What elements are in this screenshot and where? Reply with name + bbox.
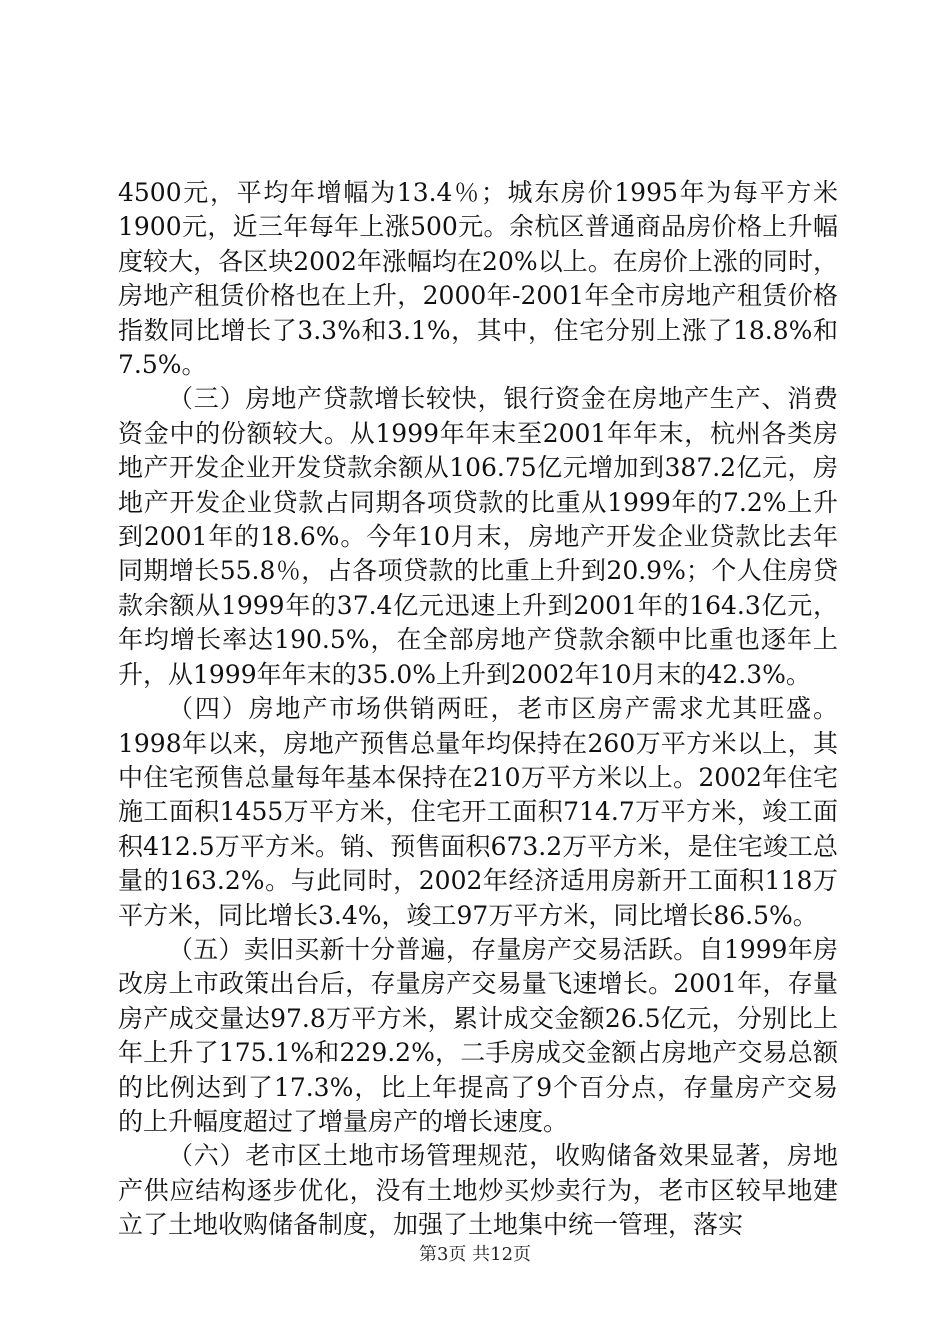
paragraph-continued: 4500元，平均年增幅为13.4％；城东房价1995年为每平方米1900元，近三年每年上涨500元。余杭区普通商品房价格上升幅度较大，各区块2002年涨幅均在20%以上。在房价上涨的同时，房地产租赁价格也在上升，2000年-2001年全市房地产租赁价格指数同比增长了3.3%和3.1%，其中，住宅分别上涨了18.8%和7.5%。 <box>118 178 838 380</box>
paragraph-section-3: （三）房地产贷款增长较快，银行资金在房地产生产、消费资金中的份额较大。从1999年年末至2001年年末，杭州各类房地产开发企业开发贷款余额从106.75亿元增加到387.2亿元，房地产开发企业贷款占同期各项贷款的比重从1999年的7.2%上升到2001年的18.6%。今年10月末，房地产开发企业贷款比去年同期增长55.8％，占各项贷款的比重上升到20.9%；个人住房贷款余额从1999年的37.4亿元迅速上升到2001年的164.3亿元，年均增长率达190.5%，在全部房地产贷款余额中比重也逐年上升，从1999年年末的35.0%上升到2002年10月末的42.3%。 <box>118 384 838 689</box>
document-body <box>118 176 838 1243</box>
page-number-footer: 第3页 共12页 <box>418 1244 532 1265</box>
paragraph-section-4: （四）房地产市场供销两旺，老市区房产需求尤其旺盛。1998年以来，房地产预售总量年均保持在260万平方米以上，其中住宅预售总量每年基本保持在210万平方米以上。2002年住宅施工面积1455万平方米，住宅开工面积714.7万平方米，竣工面积412.5万平方米。销、预售面积673.2万平方米，是住宅竣工总量的163.2%。与此同时，2002年经济适用房新开工面积118万平方米，同比增长3.4%，竣工97万平方米，同比增长86.5%。 <box>118 694 838 930</box>
paragraph-section-5: （五）卖旧买新十分普遍，存量房产交易活跃。自1999年房改房上市政策出台后，存量房产交易量飞速增长。2001年，存量房产成交量达97.8万平方米，累计成交金额26.5亿元，分别比上年上升了175.1%和229.2%，二手房成交金额占房地产交易总额的比例达到了17.3%，比上年提高了9个百分点，存量房产交易的上升幅度超过了增量房产的增长速度。 <box>118 934 838 1136</box>
paragraph-section-6: （六）老市区土地市场管理规范，收购储备效果显著，房地产供应结构逐步优化，没有土地炒买炒卖行为，老市区较早地建立了土地收购储备制度，加强了土地集中统一管理，落实 <box>118 1141 838 1240</box>
